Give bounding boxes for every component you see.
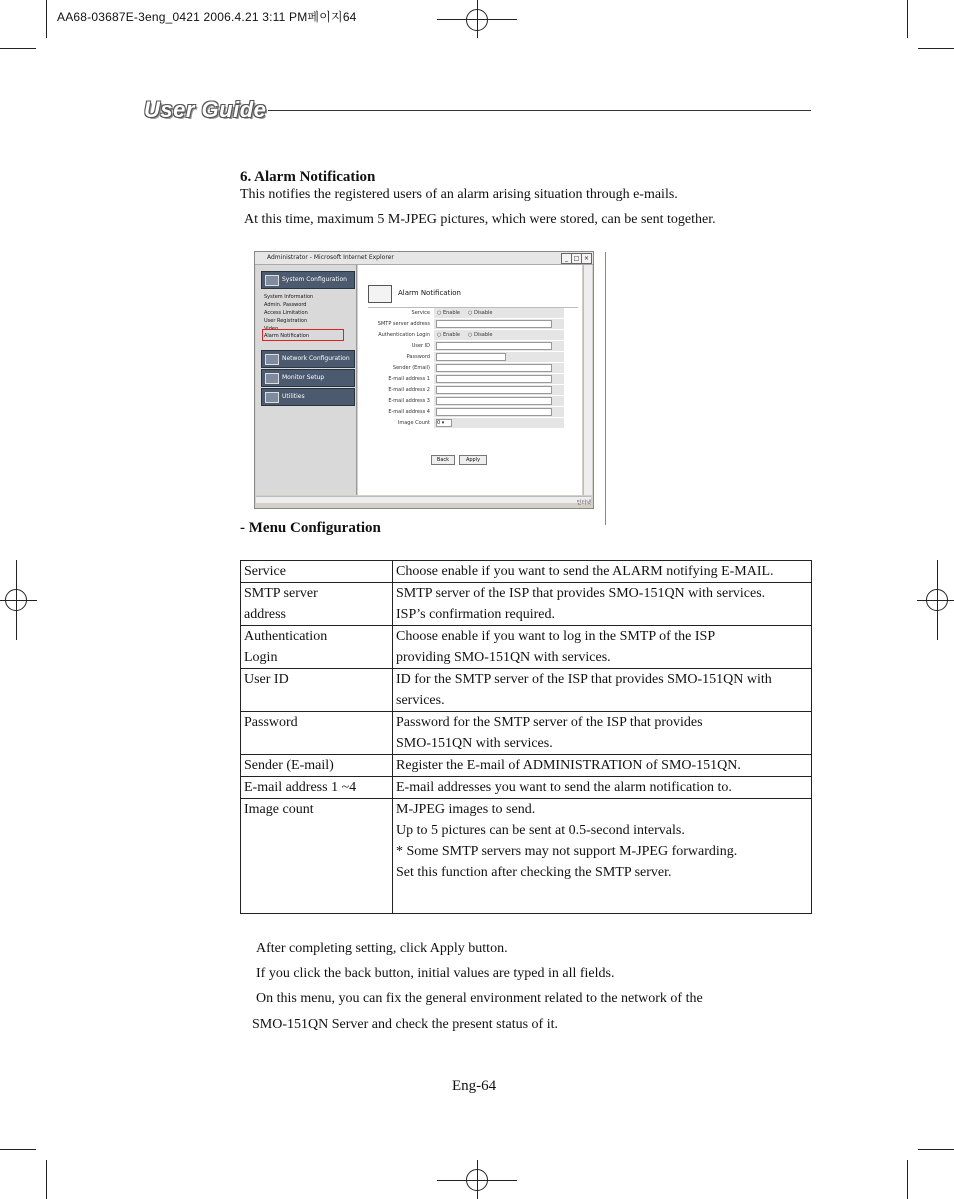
table-row: [241, 712, 812, 755]
row-name: [241, 755, 393, 777]
row-name-line: E-mail address 1 ~4: [244, 780, 357, 795]
row-description: [393, 755, 812, 777]
note-network: On this menu, you can fix the general environment related to the network of the: [256, 991, 703, 1006]
submenu-access-limitation[interactable]: Access Limitation: [264, 310, 308, 316]
row-description: [393, 669, 812, 712]
table-row: [241, 583, 812, 626]
intro-line-1: This notifies the registered users of an alarm arising situation through e-mails.: [240, 187, 678, 202]
sidebar: [256, 265, 357, 495]
row-name: [241, 712, 393, 755]
row-name: [241, 777, 393, 799]
network-icon: [265, 354, 279, 365]
crop-mark: [907, 0, 908, 38]
header-rule: [268, 110, 811, 111]
user-id-input[interactable]: [436, 342, 552, 350]
row-description-line: Register the E-mail of ADMINISTRATION of SMO-151QN.: [396, 758, 741, 773]
field-email-4: E-mail address 4: [368, 407, 554, 417]
browser-screenshot: [254, 251, 594, 509]
row-name: [241, 583, 393, 626]
email-2-input[interactable]: [436, 386, 552, 394]
submenu-system-information[interactable]: System Information: [264, 294, 314, 300]
back-button[interactable]: Back: [431, 455, 455, 465]
alarm-notification-icon: [368, 285, 392, 303]
utilities-icon: [265, 392, 279, 403]
intro-line-2: At this time, maximum 5 M-JPEG pictures, which were stored, can be sent together.: [244, 212, 716, 227]
row-name: [241, 626, 393, 669]
field-smtp-server: SMTP server address: [368, 319, 554, 329]
window-title-bar: Administrator - Microsoft Internet Explorer: [255, 252, 593, 265]
minimize-icon[interactable]: _: [561, 253, 572, 264]
row-description: [393, 799, 812, 914]
crop-mark: [0, 48, 36, 49]
note-apply: After completing setting, click Apply button.: [256, 941, 508, 956]
row-name-line: address: [244, 607, 286, 622]
field-email-2: E-mail address 2: [368, 385, 554, 395]
row-description-line: Choose enable if you want to log in the SMTP of the ISP: [396, 629, 716, 644]
row-name: [241, 669, 393, 712]
table-row: [241, 669, 812, 712]
row-description-line: ISP’s confirmation required.: [396, 607, 556, 622]
status-bar: 인터넷: [576, 500, 591, 506]
row-description-line: providing SMO-151QN with services.: [396, 650, 611, 665]
highlight-box: [262, 329, 344, 341]
row-name-line: SMTP server: [244, 586, 318, 601]
row-description-line: Up to 5 pictures can be sent at 0.5-second intervals.: [396, 823, 685, 838]
row-description-line: E-mail addresses you want to send the alarm notification to.: [396, 780, 732, 795]
crop-mark: [46, 1160, 47, 1199]
field-user-id: User ID: [368, 341, 554, 351]
row-description-line: Choose enable if you want to send the ALARM notifying E-MAIL.: [396, 564, 774, 579]
email-4-input[interactable]: [436, 408, 552, 416]
apply-button[interactable]: Apply: [459, 455, 487, 465]
system-icon: [265, 275, 279, 286]
row-name-line: Login: [244, 650, 278, 665]
smtp-server-input[interactable]: [436, 320, 552, 328]
email-3-input[interactable]: [436, 397, 552, 405]
field-auth-login: Authentication Login ○ Enable ○ Disable: [368, 330, 554, 340]
crop-mark: [918, 48, 954, 49]
row-description: [393, 561, 812, 583]
submenu-video[interactable]: Video: [264, 326, 279, 332]
image-count-select[interactable]: 0 ▾: [436, 419, 452, 427]
row-description-line: M-JPEG images to send.: [396, 802, 536, 817]
row-description: [393, 712, 812, 755]
row-name-line: Sender (E-mail): [244, 758, 334, 773]
crop-mark: [918, 1149, 954, 1150]
print-header: AA68-03687E-3eng_0421 2006.4.21 3:11 PM페이지64: [57, 10, 357, 24]
close-icon[interactable]: ×: [581, 253, 592, 264]
submenu-admin-password[interactable]: Admin. Password: [264, 302, 307, 308]
menu-configuration-heading: - Menu Configuration: [240, 520, 381, 536]
row-name: [241, 799, 393, 914]
service-enable-radio[interactable]: ○ Enable: [437, 310, 460, 316]
field-email-1: E-mail address 1: [368, 374, 554, 384]
table-row: [241, 626, 812, 669]
auth-disable-radio[interactable]: ○ Disable: [468, 332, 493, 338]
page-number: Eng-64: [452, 1078, 497, 1094]
submenu-user-registration[interactable]: User Registration: [264, 318, 308, 324]
row-name-line: User ID: [244, 672, 289, 687]
row-description-line: Set this function after checking the SMTP server.: [396, 865, 672, 880]
row-description: [393, 626, 812, 669]
table-row: [241, 799, 812, 914]
row-description: [393, 777, 812, 799]
row-description-line: SMTP server of the ISP that provides SMO-151QN with services.: [396, 586, 766, 601]
menu-utilities[interactable]: Utilities: [261, 388, 355, 406]
sender-input[interactable]: [436, 364, 552, 372]
submenu-alarm-notification[interactable]: Alarm Notification: [264, 333, 309, 339]
field-sender: Sender (Email): [368, 363, 554, 373]
maximize-icon[interactable]: □: [571, 253, 582, 264]
vertical-rule: [605, 252, 606, 525]
field-email-3: E-mail address 3: [368, 396, 554, 406]
email-1-input[interactable]: [436, 375, 552, 383]
panel-title: Alarm Notification: [398, 289, 461, 297]
row-description-line: * Some SMTP servers may not support M-JPEG forwarding.: [396, 844, 738, 859]
menu-configuration-table: [240, 560, 812, 914]
crop-mark: [46, 0, 47, 38]
row-description-line: ID for the SMTP server of the ISP that provides SMO-151QN with: [396, 672, 772, 687]
row-name-line: Password: [244, 715, 298, 730]
row-description: [393, 583, 812, 626]
row-description-line: Password for the SMTP server of the ISP that provides: [396, 715, 703, 730]
row-description-line: services.: [396, 693, 445, 708]
note-back: If you click the back button, initial values are typed in all fields.: [256, 966, 615, 981]
field-service: Service ○ Enable ○ Disable: [368, 308, 554, 318]
field-image-count: Image Count 0 ▾: [368, 418, 554, 428]
section-heading: 6. Alarm Notification: [240, 169, 376, 185]
vertical-scrollbar[interactable]: [583, 265, 592, 495]
menu-monitor-setup[interactable]: Monitor Setup: [261, 369, 355, 387]
table-row: [241, 561, 812, 583]
password-input[interactable]: [436, 353, 506, 361]
row-name-line: Service: [244, 564, 286, 579]
table-row: [241, 777, 812, 799]
row-name: [241, 561, 393, 583]
settings-panel: [358, 265, 582, 495]
service-disable-radio[interactable]: ○ Disable: [468, 310, 493, 316]
crop-mark: [907, 1160, 908, 1199]
menu-network-configuration[interactable]: Network Configuration: [261, 350, 355, 368]
row-description-line: SMO-151QN with services.: [396, 736, 553, 751]
user-guide-title: User Guide: [144, 97, 267, 122]
auth-enable-radio[interactable]: ○ Enable: [437, 332, 460, 338]
monitor-icon: [265, 373, 279, 384]
menu-system-configuration[interactable]: System Configuration: [261, 271, 355, 289]
note-status: SMO-151QN Server and check the present status of it.: [252, 1017, 558, 1032]
field-password: Password: [368, 352, 554, 362]
crop-mark: [0, 1149, 36, 1150]
table-row: [241, 755, 812, 777]
row-name-line: Image count: [244, 802, 314, 817]
row-name-line: Authentication: [244, 629, 328, 644]
